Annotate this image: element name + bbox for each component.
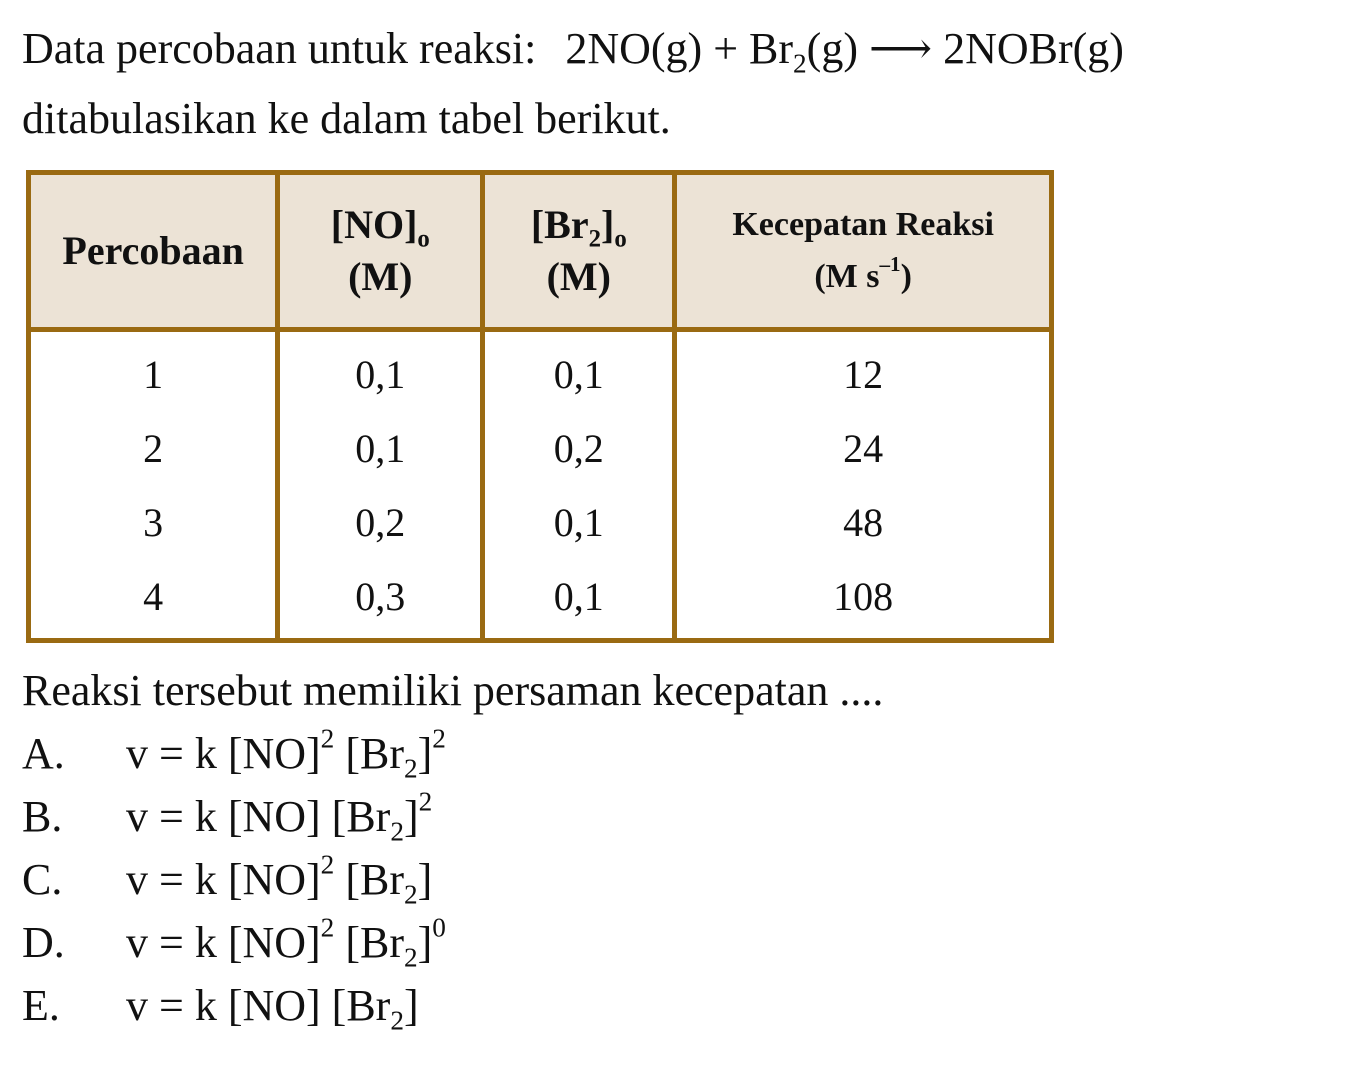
cell-percobaan: 1 bbox=[29, 330, 278, 412]
cell-rate: 24 bbox=[675, 411, 1052, 485]
option-b[interactable] bbox=[22, 785, 446, 848]
header-rate: Kecepatan Reaksi (M $s^{-1}$) bbox=[675, 173, 1052, 330]
cell-rate: 48 bbox=[675, 485, 1052, 559]
table-row bbox=[29, 559, 1052, 641]
option-formula: v = k [NO]$^2$ $[Br_2]^0$ bbox=[126, 912, 446, 973]
table-row bbox=[29, 485, 1052, 559]
option-c[interactable] bbox=[22, 848, 446, 911]
cell-rate: 108 bbox=[675, 559, 1052, 641]
reactant-no: 2NO(g) bbox=[565, 24, 703, 73]
option-formula: v = k [NO]$^2$ $[Br_2]^2$ bbox=[126, 723, 446, 784]
cell-rate: 12 bbox=[675, 330, 1052, 412]
option-label: D. bbox=[22, 918, 65, 967]
intro-line-1 bbox=[22, 14, 1124, 84]
table-row bbox=[29, 330, 1052, 412]
option-a[interactable] bbox=[22, 722, 446, 785]
reactant-br2: $Br_2(g)$ bbox=[749, 24, 858, 79]
header-no-conc: $[NO]_o$ (M) bbox=[278, 173, 483, 330]
cell-no: 0,2 bbox=[278, 485, 483, 559]
cell-percobaan: 2 bbox=[29, 411, 278, 485]
table-row bbox=[29, 411, 1052, 485]
option-label: C. bbox=[22, 855, 63, 904]
cell-no: 0,1 bbox=[278, 411, 483, 485]
option-label: E. bbox=[22, 981, 60, 1030]
option-formula: v = k [NO] $[Br_2]$ bbox=[126, 981, 419, 1036]
cell-br2: 0,1 bbox=[483, 330, 675, 412]
question-text: Reaksi tersebut memiliki persaman kecepatan .... bbox=[22, 666, 884, 715]
option-d[interactable] bbox=[22, 911, 446, 974]
cell-br2: 0,1 bbox=[483, 559, 675, 641]
cell-percobaan: 4 bbox=[29, 559, 278, 641]
header-percobaan: Percobaan bbox=[29, 173, 278, 330]
option-label: B. bbox=[22, 792, 63, 841]
intro-text bbox=[22, 14, 1124, 154]
option-label: A. bbox=[22, 729, 65, 778]
intro-prefix: Data percobaan untuk reaksi: bbox=[22, 24, 537, 73]
intro-line-2: ditabulasikan ke dalam tabel berikut. bbox=[22, 94, 671, 143]
cell-no: 0,3 bbox=[278, 559, 483, 641]
experiment-table bbox=[26, 170, 1054, 643]
table-header-row bbox=[29, 173, 1052, 330]
option-e[interactable] bbox=[22, 974, 446, 1037]
header-br2-conc: $[Br_2]_o$ (M) bbox=[483, 173, 675, 330]
reaction-equation bbox=[565, 14, 1124, 84]
product-nobr: 2NOBr(g) bbox=[943, 24, 1124, 73]
option-formula: v = k [NO] $[Br_2]^2$ bbox=[126, 786, 433, 847]
option-formula: v = k [NO]$^2$ $[Br_2]$ bbox=[126, 849, 433, 910]
cell-no: 0,1 bbox=[278, 330, 483, 412]
cell-percobaan: 3 bbox=[29, 485, 278, 559]
reaction-arrow: ⟶ bbox=[868, 24, 933, 73]
answer-options bbox=[22, 722, 446, 1037]
cell-br2: 0,1 bbox=[483, 485, 675, 559]
cell-br2: 0,2 bbox=[483, 411, 675, 485]
plus-sign: + bbox=[713, 24, 739, 73]
